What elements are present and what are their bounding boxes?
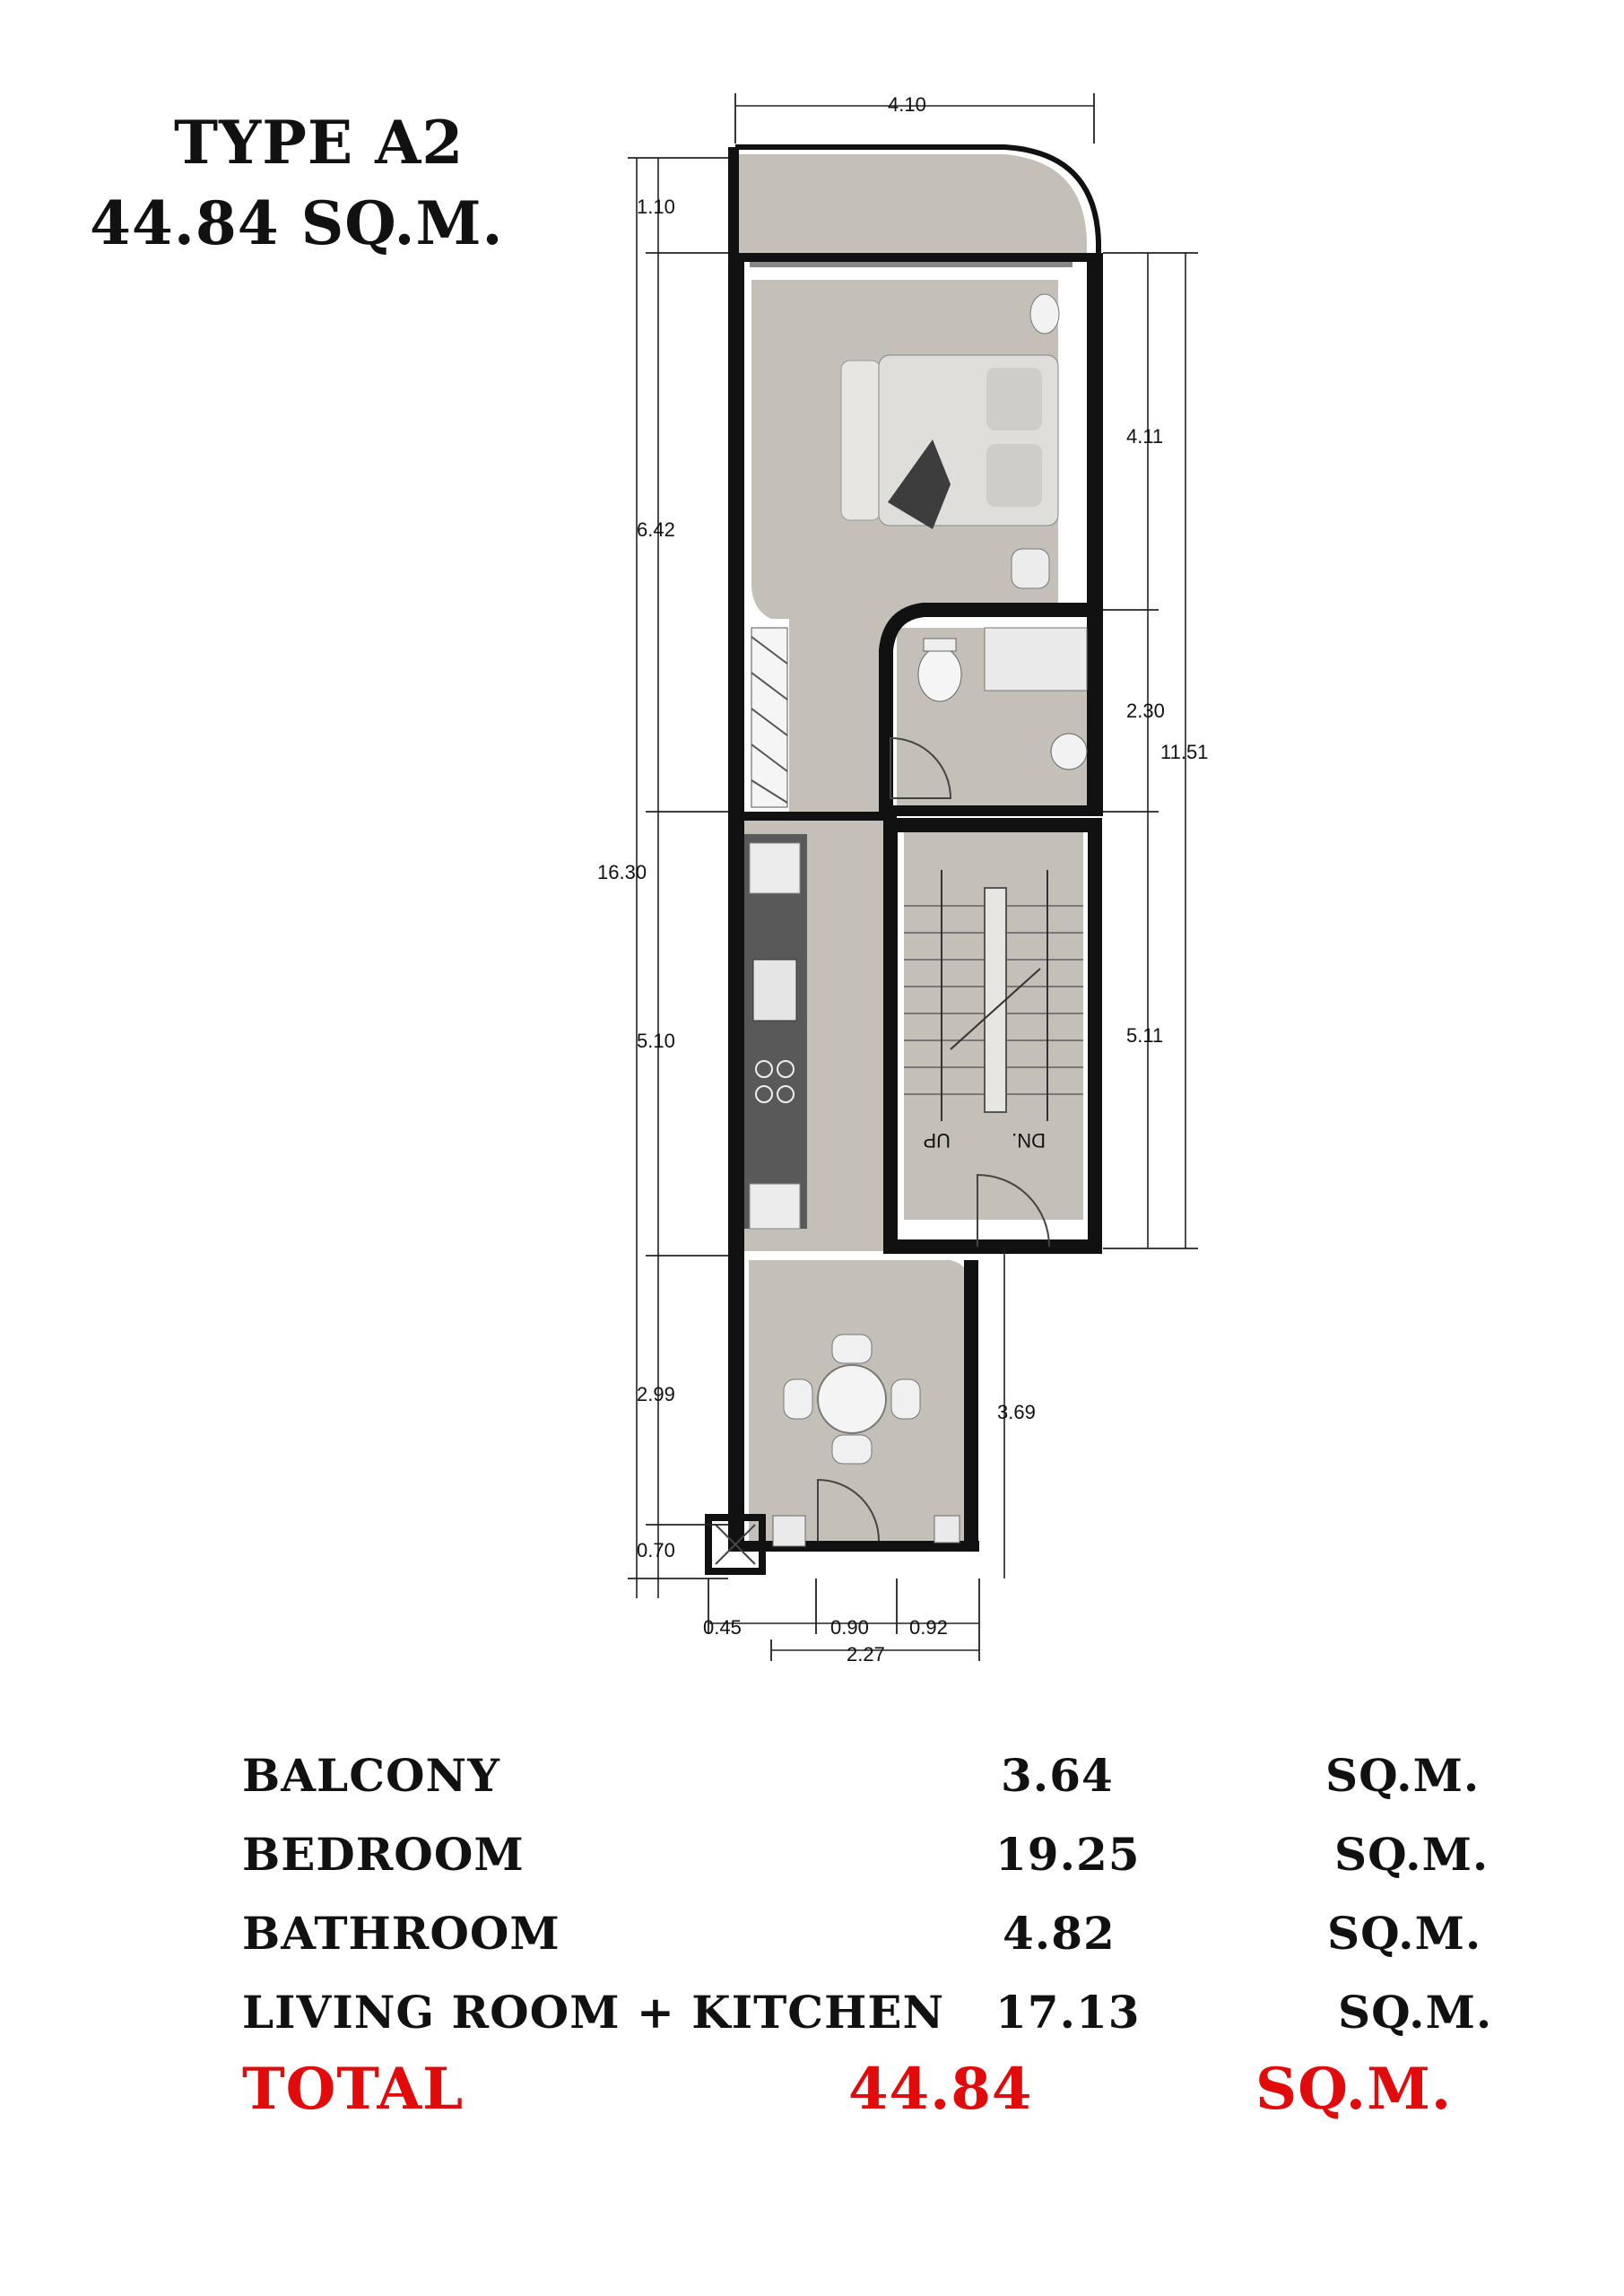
area-row-unit: SQ.M. (1325, 1749, 1481, 1802)
area-row-value: 19.25 (995, 1828, 1141, 1881)
dim-left-balcony: 1.10 (637, 196, 675, 218)
dim-left-total: 16.30 (597, 861, 647, 883)
area-row-unit: SQ.M. (1327, 1907, 1482, 1960)
area-row-unit: SQ.M. (1334, 1828, 1489, 1881)
bed-headboard (841, 361, 881, 520)
pillow (986, 444, 1042, 507)
area-total-unit: SQ.M. (1255, 2056, 1453, 2123)
dim-bottom-a: 0.45 (703, 1616, 742, 1639)
dim-right-total: 11.51 (1160, 741, 1209, 763)
dim-bottom-total: 2.27 (847, 1643, 885, 1665)
area-row-unit: SQ.M. (1338, 1986, 1493, 2039)
wall-segment (964, 1260, 978, 1547)
wall-segment (728, 253, 1103, 262)
area-row-name: BEDROOM (242, 1828, 525, 1881)
fridge (750, 843, 800, 893)
balcony-floor (735, 154, 1087, 253)
wall-segment (728, 147, 739, 255)
area-total-value: 44.84 (848, 2056, 1033, 2123)
area-row-value: 3.64 (1001, 1749, 1114, 1802)
dim-top-width: 4.10 (888, 93, 926, 116)
wash-basin (1051, 734, 1087, 770)
area-row-name: LIVING ROOM + KITCHEN (242, 1986, 945, 2039)
wall-segment (744, 812, 897, 821)
dim-left-living: 2.99 (637, 1383, 675, 1405)
chair (784, 1379, 812, 1419)
dim-bottom-b: 0.90 (830, 1616, 869, 1639)
dim-left-entry: 0.70 (637, 1539, 675, 1561)
area-row-name: BALCONY (242, 1749, 500, 1802)
wall-segment (886, 805, 1103, 816)
pillow (986, 368, 1042, 430)
wall-segment (1087, 610, 1103, 816)
wall-segment (728, 255, 744, 1546)
wall-segment (1087, 253, 1103, 612)
plan-area-title: 44.84 SQ.M. (90, 188, 504, 258)
area-row-value: 4.82 (1003, 1907, 1116, 1960)
wardrobe (751, 628, 787, 807)
shoe-rack (773, 1516, 805, 1546)
dim-left-bedroom: 6.42 (637, 518, 675, 541)
dim-right-bathroom: 2.30 (1126, 700, 1165, 722)
chair (832, 1435, 872, 1464)
chair (1012, 549, 1049, 588)
plan-type-title: TYPE A2 (174, 108, 465, 178)
dim-bottom-c: 0.92 (909, 1616, 948, 1639)
dim-right-stair: 5.11 (1126, 1024, 1164, 1047)
toilet (918, 648, 961, 701)
area-row-name: BATHROOM (242, 1907, 560, 1960)
dining-table (818, 1365, 886, 1433)
stair-up-label: UP (923, 1129, 951, 1152)
area-total-name: TOTAL (242, 2056, 465, 2123)
chair (891, 1379, 920, 1419)
dim-right-bedroom: 4.11 (1126, 425, 1164, 448)
stair-down-label: DN. (1012, 1129, 1046, 1152)
dim-right-living: 3.69 (997, 1401, 1036, 1423)
area-row-value: 17.13 (995, 1986, 1141, 2039)
stair-newel (985, 888, 1006, 1112)
vanity-basin (1030, 294, 1059, 334)
cabinet (934, 1516, 960, 1543)
shower-tray (985, 628, 1087, 691)
toilet-tank (924, 639, 956, 651)
kitchen-sink (753, 960, 796, 1021)
dim-left-kitchen: 5.10 (637, 1030, 675, 1052)
chair (832, 1335, 872, 1363)
washer (750, 1184, 800, 1229)
